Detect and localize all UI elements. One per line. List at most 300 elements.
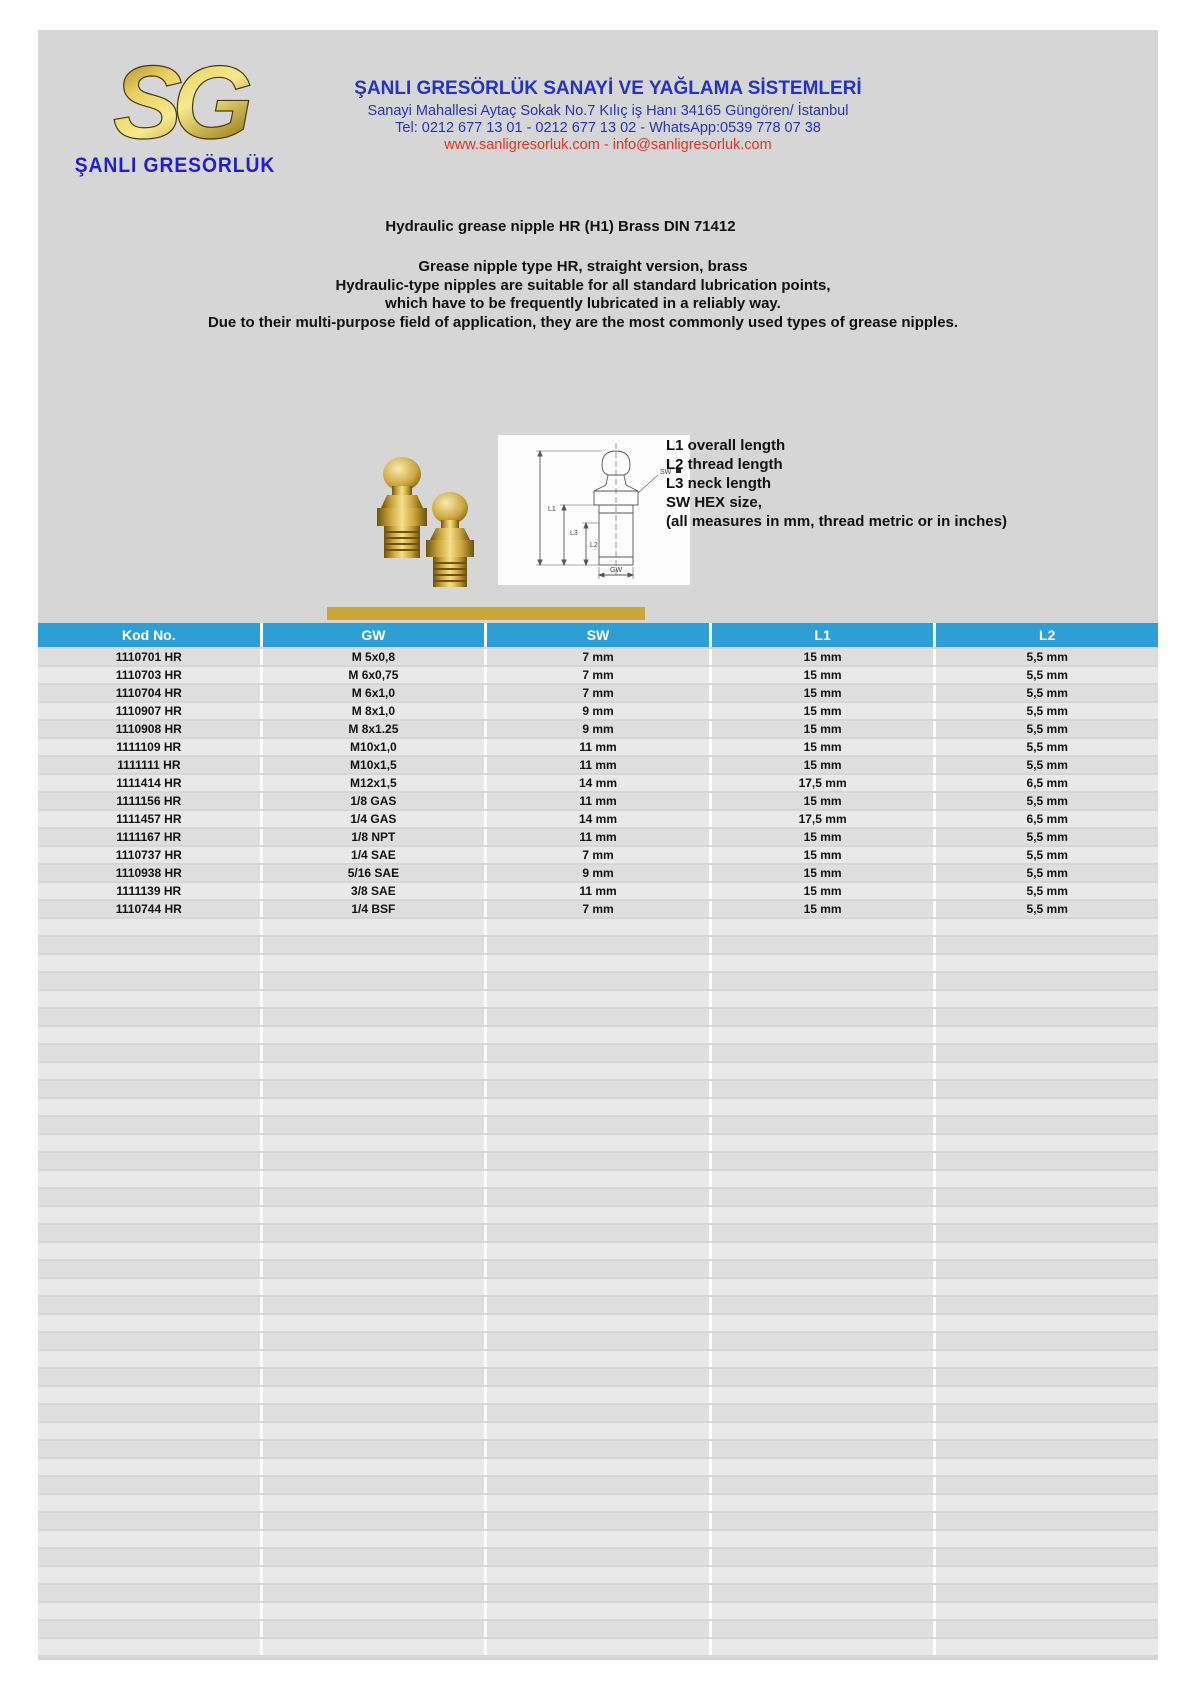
table-cell: [263, 1135, 485, 1151]
table-cell: [38, 1045, 260, 1061]
diagram-label-sw: SW: [660, 469, 672, 476]
table-row: [38, 667, 1158, 683]
table-cell: 11 mm: [487, 793, 709, 809]
table-cell: [936, 1189, 1158, 1205]
table-cell: [38, 1279, 260, 1295]
table-empty-row: [38, 1045, 1158, 1061]
table-cell: M 6x0,75: [263, 667, 485, 683]
table-cell: [936, 1405, 1158, 1421]
table-cell: [38, 1333, 260, 1349]
table-cell: [487, 1513, 709, 1529]
table-cell: [38, 1315, 260, 1331]
table-cell: 1110704 HR: [38, 685, 260, 701]
table-cell: [263, 1603, 485, 1619]
company-phone: Tel: 0212 677 13 01 - 0212 677 13 02 - WhatsApp:0539 778 07 38: [395, 120, 821, 136]
table-row: [38, 721, 1158, 737]
table-cell: 7 mm: [487, 685, 709, 701]
legend-line: SW HEX size,: [666, 494, 762, 511]
table-cell: [263, 1423, 485, 1439]
table-cell: 1/4 BSF: [263, 901, 485, 917]
table-cell: [38, 1531, 260, 1547]
table-cell: [487, 1207, 709, 1223]
table-row: [38, 685, 1158, 701]
table-cell: [487, 1549, 709, 1565]
table-empty-row: [38, 1333, 1158, 1349]
table-cell: [712, 1279, 934, 1295]
table-cell: [38, 1585, 260, 1601]
table-cell: [936, 1423, 1158, 1439]
table-empty-row: [38, 1099, 1158, 1115]
table-cell: [936, 1549, 1158, 1565]
description-line: which have to be frequently lubricated in a reliably way.: [385, 295, 781, 312]
table-cell: [487, 1603, 709, 1619]
table-cell: 7 mm: [487, 649, 709, 665]
column-header: Kod No.: [38, 623, 260, 647]
table-empty-row: [38, 1171, 1158, 1187]
table-row: [38, 703, 1158, 719]
table-cell: [712, 1225, 934, 1241]
table-cell: [263, 1279, 485, 1295]
table-cell: [487, 1585, 709, 1601]
table-cell: [712, 1567, 934, 1583]
table-cell: [712, 1459, 934, 1475]
table-cell: [712, 955, 934, 971]
website-link[interactable]: www.sanligresorluk.com: [444, 137, 600, 153]
table-cell: [712, 1171, 934, 1187]
table-cell: 15 mm: [712, 757, 934, 773]
table-cell: 1111167 HR: [38, 829, 260, 845]
table-cell: 1/4 SAE: [263, 847, 485, 863]
table-cell: 15 mm: [712, 865, 934, 881]
table-cell: [487, 1621, 709, 1637]
table-cell: [487, 955, 709, 971]
table-cell: [487, 1081, 709, 1097]
table-cell: [712, 1351, 934, 1367]
table-empty-row: [38, 1261, 1158, 1277]
table-cell: M 8x1.25: [263, 721, 485, 737]
table-cell: [936, 919, 1158, 935]
table-header-row: [38, 623, 1158, 647]
table-cell: [38, 1297, 260, 1313]
contact-separator: -: [599, 137, 613, 153]
table-empty-row: [38, 1009, 1158, 1025]
table-cell: [38, 1243, 260, 1259]
table-cell: [487, 1297, 709, 1313]
table-empty-row: [38, 1567, 1158, 1583]
table-empty-row: [38, 991, 1158, 1007]
table-cell: [936, 1315, 1158, 1331]
column-header: SW: [487, 623, 709, 647]
table-cell: [487, 1387, 709, 1403]
table-row: [38, 901, 1158, 917]
table-cell: [263, 1567, 485, 1583]
table-cell: 11 mm: [487, 829, 709, 845]
table-cell: 1111156 HR: [38, 793, 260, 809]
table-empty-row: [38, 1405, 1158, 1421]
table-cell: [38, 1549, 260, 1565]
table-cell: [263, 1441, 485, 1457]
table-empty-row: [38, 1117, 1158, 1133]
table-cell: 11 mm: [487, 883, 709, 899]
table-cell: [487, 937, 709, 953]
logo-wordmark: ŞANLI GRESÖRLÜK: [74, 154, 276, 177]
diagram-label-l2: L2: [590, 542, 598, 549]
table-cell: [487, 1279, 709, 1295]
table-cell: [487, 1153, 709, 1169]
table-cell: 15 mm: [712, 649, 934, 665]
grease-nipple-front: [426, 492, 474, 587]
table-cell: [263, 1513, 485, 1529]
table-cell: [487, 1045, 709, 1061]
table-cell: [936, 1603, 1158, 1619]
table-cell: [712, 1639, 934, 1655]
table-cell: [936, 1351, 1158, 1367]
company-contact-line: [323, 137, 893, 154]
table-cell: 3/8 SAE: [263, 883, 485, 899]
table-cell: [936, 1333, 1158, 1349]
table-cell: 9 mm: [487, 865, 709, 881]
table-cell: 5,5 mm: [936, 667, 1158, 683]
table-cell: [38, 1135, 260, 1151]
table-row: [38, 829, 1158, 845]
table-cell: [936, 1171, 1158, 1187]
table-empty-row: [38, 1279, 1158, 1295]
table-cell: 1111111 HR: [38, 757, 260, 773]
table-cell: 1110744 HR: [38, 901, 260, 917]
table-cell: [487, 1639, 709, 1655]
table-cell: 5,5 mm: [936, 883, 1158, 899]
table-cell: [712, 1099, 934, 1115]
table-cell: [712, 973, 934, 989]
table-cell: [936, 1243, 1158, 1259]
table-cell: M 8x1,0: [263, 703, 485, 719]
table-empty-row: [38, 1081, 1158, 1097]
table-empty-row: [38, 1351, 1158, 1367]
table-cell: 5,5 mm: [936, 865, 1158, 881]
table-cell: [712, 1549, 934, 1565]
table-cell: [38, 1171, 260, 1187]
table-cell: 1111414 HR: [38, 775, 260, 791]
company-name: ŞANLI GRESÖRLÜK SANAYİ VE YAĞLAMA SİSTEMLERİ: [354, 78, 862, 99]
table-empty-row: [38, 1603, 1158, 1619]
table-cell: 1110907 HR: [38, 703, 260, 719]
table-cell: [936, 1387, 1158, 1403]
table-cell: [263, 1531, 485, 1547]
table-cell: 17,5 mm: [712, 775, 934, 791]
table-row: [38, 649, 1158, 665]
table-cell: [38, 991, 260, 1007]
table-empty-row: [38, 1639, 1158, 1655]
table-cell: 1110938 HR: [38, 865, 260, 881]
table-cell: [712, 1027, 934, 1043]
table-cell: [263, 1459, 485, 1475]
table-cell: [38, 1117, 260, 1133]
table-cell: [936, 1135, 1158, 1151]
table-cell: [263, 1315, 485, 1331]
table-cell: [263, 1081, 485, 1097]
table-cell: 15 mm: [712, 847, 934, 863]
legend-line: L2 thread length: [666, 456, 783, 473]
product-photo: [360, 450, 505, 610]
table-cell: [712, 1333, 934, 1349]
description-line: Grease nipple type HR, straight version, brass: [418, 258, 748, 275]
table-cell: 15 mm: [712, 883, 934, 899]
table-empty-row: [38, 1027, 1158, 1043]
table-cell: [712, 1603, 934, 1619]
column-header: L1: [712, 623, 934, 647]
table-cell: [487, 1009, 709, 1025]
table-cell: 17,5 mm: [712, 811, 934, 827]
table-empty-row: [38, 955, 1158, 971]
table-cell: 15 mm: [712, 667, 934, 683]
table-cell: [38, 1009, 260, 1025]
table-cell: [487, 1369, 709, 1385]
table-empty-row: [38, 1315, 1158, 1331]
table-empty-row: [38, 1297, 1158, 1313]
table-cell: [487, 1243, 709, 1259]
table-cell: [38, 1603, 260, 1619]
table-empty-row: [38, 973, 1158, 989]
table-cell: 5,5 mm: [936, 901, 1158, 917]
table-cell: 5/16 SAE: [263, 865, 485, 881]
company-logo: [60, 52, 290, 178]
table-cell: [936, 1531, 1158, 1547]
table-cell: [487, 1117, 709, 1133]
table-cell: [936, 1117, 1158, 1133]
table-cell: 15 mm: [712, 703, 934, 719]
table-cell: [712, 1495, 934, 1511]
table-cell: 1110908 HR: [38, 721, 260, 737]
table-cell: [936, 955, 1158, 971]
table-cell: [712, 1315, 934, 1331]
product-table: [38, 623, 1158, 1657]
table-cell: 1/8 GAS: [263, 793, 485, 809]
table-cell: [712, 991, 934, 1007]
table-cell: 7 mm: [487, 667, 709, 683]
table-empty-row: [38, 1531, 1158, 1547]
table-row: [38, 757, 1158, 773]
table-cell: [936, 1045, 1158, 1061]
table-cell: [936, 1225, 1158, 1241]
table-cell: [263, 1333, 485, 1349]
table-cell: [263, 1351, 485, 1367]
table-cell: 6,5 mm: [936, 775, 1158, 791]
table-cell: [936, 1369, 1158, 1385]
table-cell: 14 mm: [487, 811, 709, 827]
table-cell: [263, 1063, 485, 1079]
product-title: Hydraulic grease nipple HR (H1) Brass DIN 71412: [385, 218, 736, 235]
company-header: [323, 78, 893, 154]
table-cell: [263, 1045, 485, 1061]
table-cell: 7 mm: [487, 901, 709, 917]
table-cell: 1110701 HR: [38, 649, 260, 665]
table-empty-row: [38, 1477, 1158, 1493]
table-cell: [263, 1009, 485, 1025]
table-empty-row: [38, 1063, 1158, 1079]
table-cell: [712, 1153, 934, 1169]
column-header: GW: [263, 623, 485, 647]
table-cell: [936, 937, 1158, 953]
table-cell: [487, 1351, 709, 1367]
gold-divider: [327, 607, 645, 620]
table-cell: [38, 1387, 260, 1403]
table-cell: [263, 1369, 485, 1385]
table-empty-row: [38, 1153, 1158, 1169]
table-cell: 6,5 mm: [936, 811, 1158, 827]
table-empty-row: [38, 1207, 1158, 1223]
table-row: [38, 775, 1158, 791]
table-cell: [38, 1225, 260, 1241]
table-cell: [263, 973, 485, 989]
table-cell: [487, 1423, 709, 1439]
table-cell: [712, 1117, 934, 1133]
table-cell: [936, 1009, 1158, 1025]
table-cell: [487, 1441, 709, 1457]
table-cell: [936, 1279, 1158, 1295]
table-cell: [487, 1171, 709, 1187]
table-cell: [263, 1225, 485, 1241]
diagram-label-l3: L3: [570, 530, 578, 537]
table-cell: 5,5 mm: [936, 721, 1158, 737]
table-cell: 15 mm: [712, 829, 934, 845]
table-cell: [712, 1423, 934, 1439]
table-cell: [263, 1297, 485, 1313]
table-cell: [712, 1531, 934, 1547]
table-cell: [487, 1225, 709, 1241]
table-cell: [936, 1567, 1158, 1583]
table-cell: [38, 1261, 260, 1277]
table-cell: [263, 1549, 485, 1565]
table-cell: [263, 1639, 485, 1655]
table-cell: 15 mm: [712, 721, 934, 737]
table-cell: 15 mm: [712, 901, 934, 917]
table-cell: [712, 919, 934, 935]
table-cell: [936, 991, 1158, 1007]
table-cell: [38, 1405, 260, 1421]
table-empty-row: [38, 1495, 1158, 1511]
table-cell: M12x1,5: [263, 775, 485, 791]
table-cell: [936, 1585, 1158, 1601]
table-cell: 1111457 HR: [38, 811, 260, 827]
table-cell: 5,5 mm: [936, 829, 1158, 845]
table-cell: [38, 1621, 260, 1637]
table-empty-row: [38, 1441, 1158, 1457]
table-cell: M 6x1,0: [263, 685, 485, 701]
diagram-label-l1: L1: [548, 506, 556, 513]
table-cell: [712, 1369, 934, 1385]
table-row: [38, 883, 1158, 899]
table-cell: 5,5 mm: [936, 649, 1158, 665]
description-line: Hydraulic-type nipples are suitable for all standard lubrication points,: [335, 276, 831, 294]
table-cell: [38, 1477, 260, 1493]
table-cell: [712, 937, 934, 953]
table-empty-row: [38, 1621, 1158, 1637]
table-cell: 1110737 HR: [38, 847, 260, 863]
table-cell: 5,5 mm: [936, 793, 1158, 809]
table-empty-row: [38, 1423, 1158, 1439]
table-cell: 7 mm: [487, 847, 709, 863]
table-cell: [38, 1495, 260, 1511]
table-row: [38, 811, 1158, 827]
table-cell: [487, 1477, 709, 1493]
table-empty-row: [38, 1189, 1158, 1205]
table-cell: M10x1,0: [263, 739, 485, 755]
table-cell: [936, 1639, 1158, 1655]
table-cell: [263, 1387, 485, 1403]
table-cell: [263, 955, 485, 971]
table-cell: M10x1,5: [263, 757, 485, 773]
table-cell: [263, 1171, 485, 1187]
table-cell: 1111139 HR: [38, 883, 260, 899]
grease-nipple-rear: [377, 457, 427, 558]
table-cell: [712, 1441, 934, 1457]
legend-line: L3 neck length: [666, 475, 772, 492]
table-empty-row: [38, 1513, 1158, 1529]
table-empty-row: [38, 1225, 1158, 1241]
table-cell: [487, 1315, 709, 1331]
table-cell: 1/4 GAS: [263, 811, 485, 827]
table-cell: [263, 937, 485, 953]
table-cell: [936, 1477, 1158, 1493]
table-cell: [487, 1099, 709, 1115]
table-cell: [712, 1135, 934, 1151]
table-cell: [38, 1027, 260, 1043]
table-cell: [712, 1297, 934, 1313]
dimension-legend: [666, 436, 1086, 531]
table-cell: [263, 919, 485, 935]
table-cell: [38, 955, 260, 971]
table-cell: [936, 1261, 1158, 1277]
table-cell: [936, 1513, 1158, 1529]
table-cell: 15 mm: [712, 793, 934, 809]
table-cell: [263, 1405, 485, 1421]
table-cell: [487, 1333, 709, 1349]
table-empty-row: [38, 1135, 1158, 1151]
table-cell: [936, 1621, 1158, 1637]
table-empty-row: [38, 919, 1158, 935]
legend-line: (all measures in mm, thread metric or in inches): [666, 513, 1007, 530]
table-empty-row: [38, 1585, 1158, 1601]
table-cell: [38, 1207, 260, 1223]
diagram-label-gw: GW: [610, 567, 623, 574]
email-link[interactable]: info@sanligresorluk.com: [612, 137, 772, 153]
table-cell: [38, 937, 260, 953]
table-cell: 9 mm: [487, 703, 709, 719]
table-cell: [487, 1063, 709, 1079]
table-cell: [487, 1135, 709, 1151]
table-cell: [263, 991, 485, 1007]
table-cell: 1110703 HR: [38, 667, 260, 683]
table-cell: [712, 1081, 934, 1097]
table-cell: [38, 1351, 260, 1367]
table-cell: [487, 1531, 709, 1547]
table-row: [38, 793, 1158, 809]
table-cell: [38, 1063, 260, 1079]
table-cell: [936, 1081, 1158, 1097]
table-cell: [38, 1423, 260, 1439]
description-line: Due to their multi-purpose field of application, they are the most commonly used types of grease nipples.: [207, 313, 959, 331]
table-cell: [263, 1207, 485, 1223]
table-cell: [38, 1153, 260, 1169]
svg-text:SG: SG: [112, 52, 244, 152]
table-row: [38, 847, 1158, 863]
table-cell: 11 mm: [487, 739, 709, 755]
table-cell: [263, 1243, 485, 1259]
table-cell: [936, 1459, 1158, 1475]
table-cell: [263, 1585, 485, 1601]
table-cell: 9 mm: [487, 721, 709, 737]
table-cell: 11 mm: [487, 757, 709, 773]
